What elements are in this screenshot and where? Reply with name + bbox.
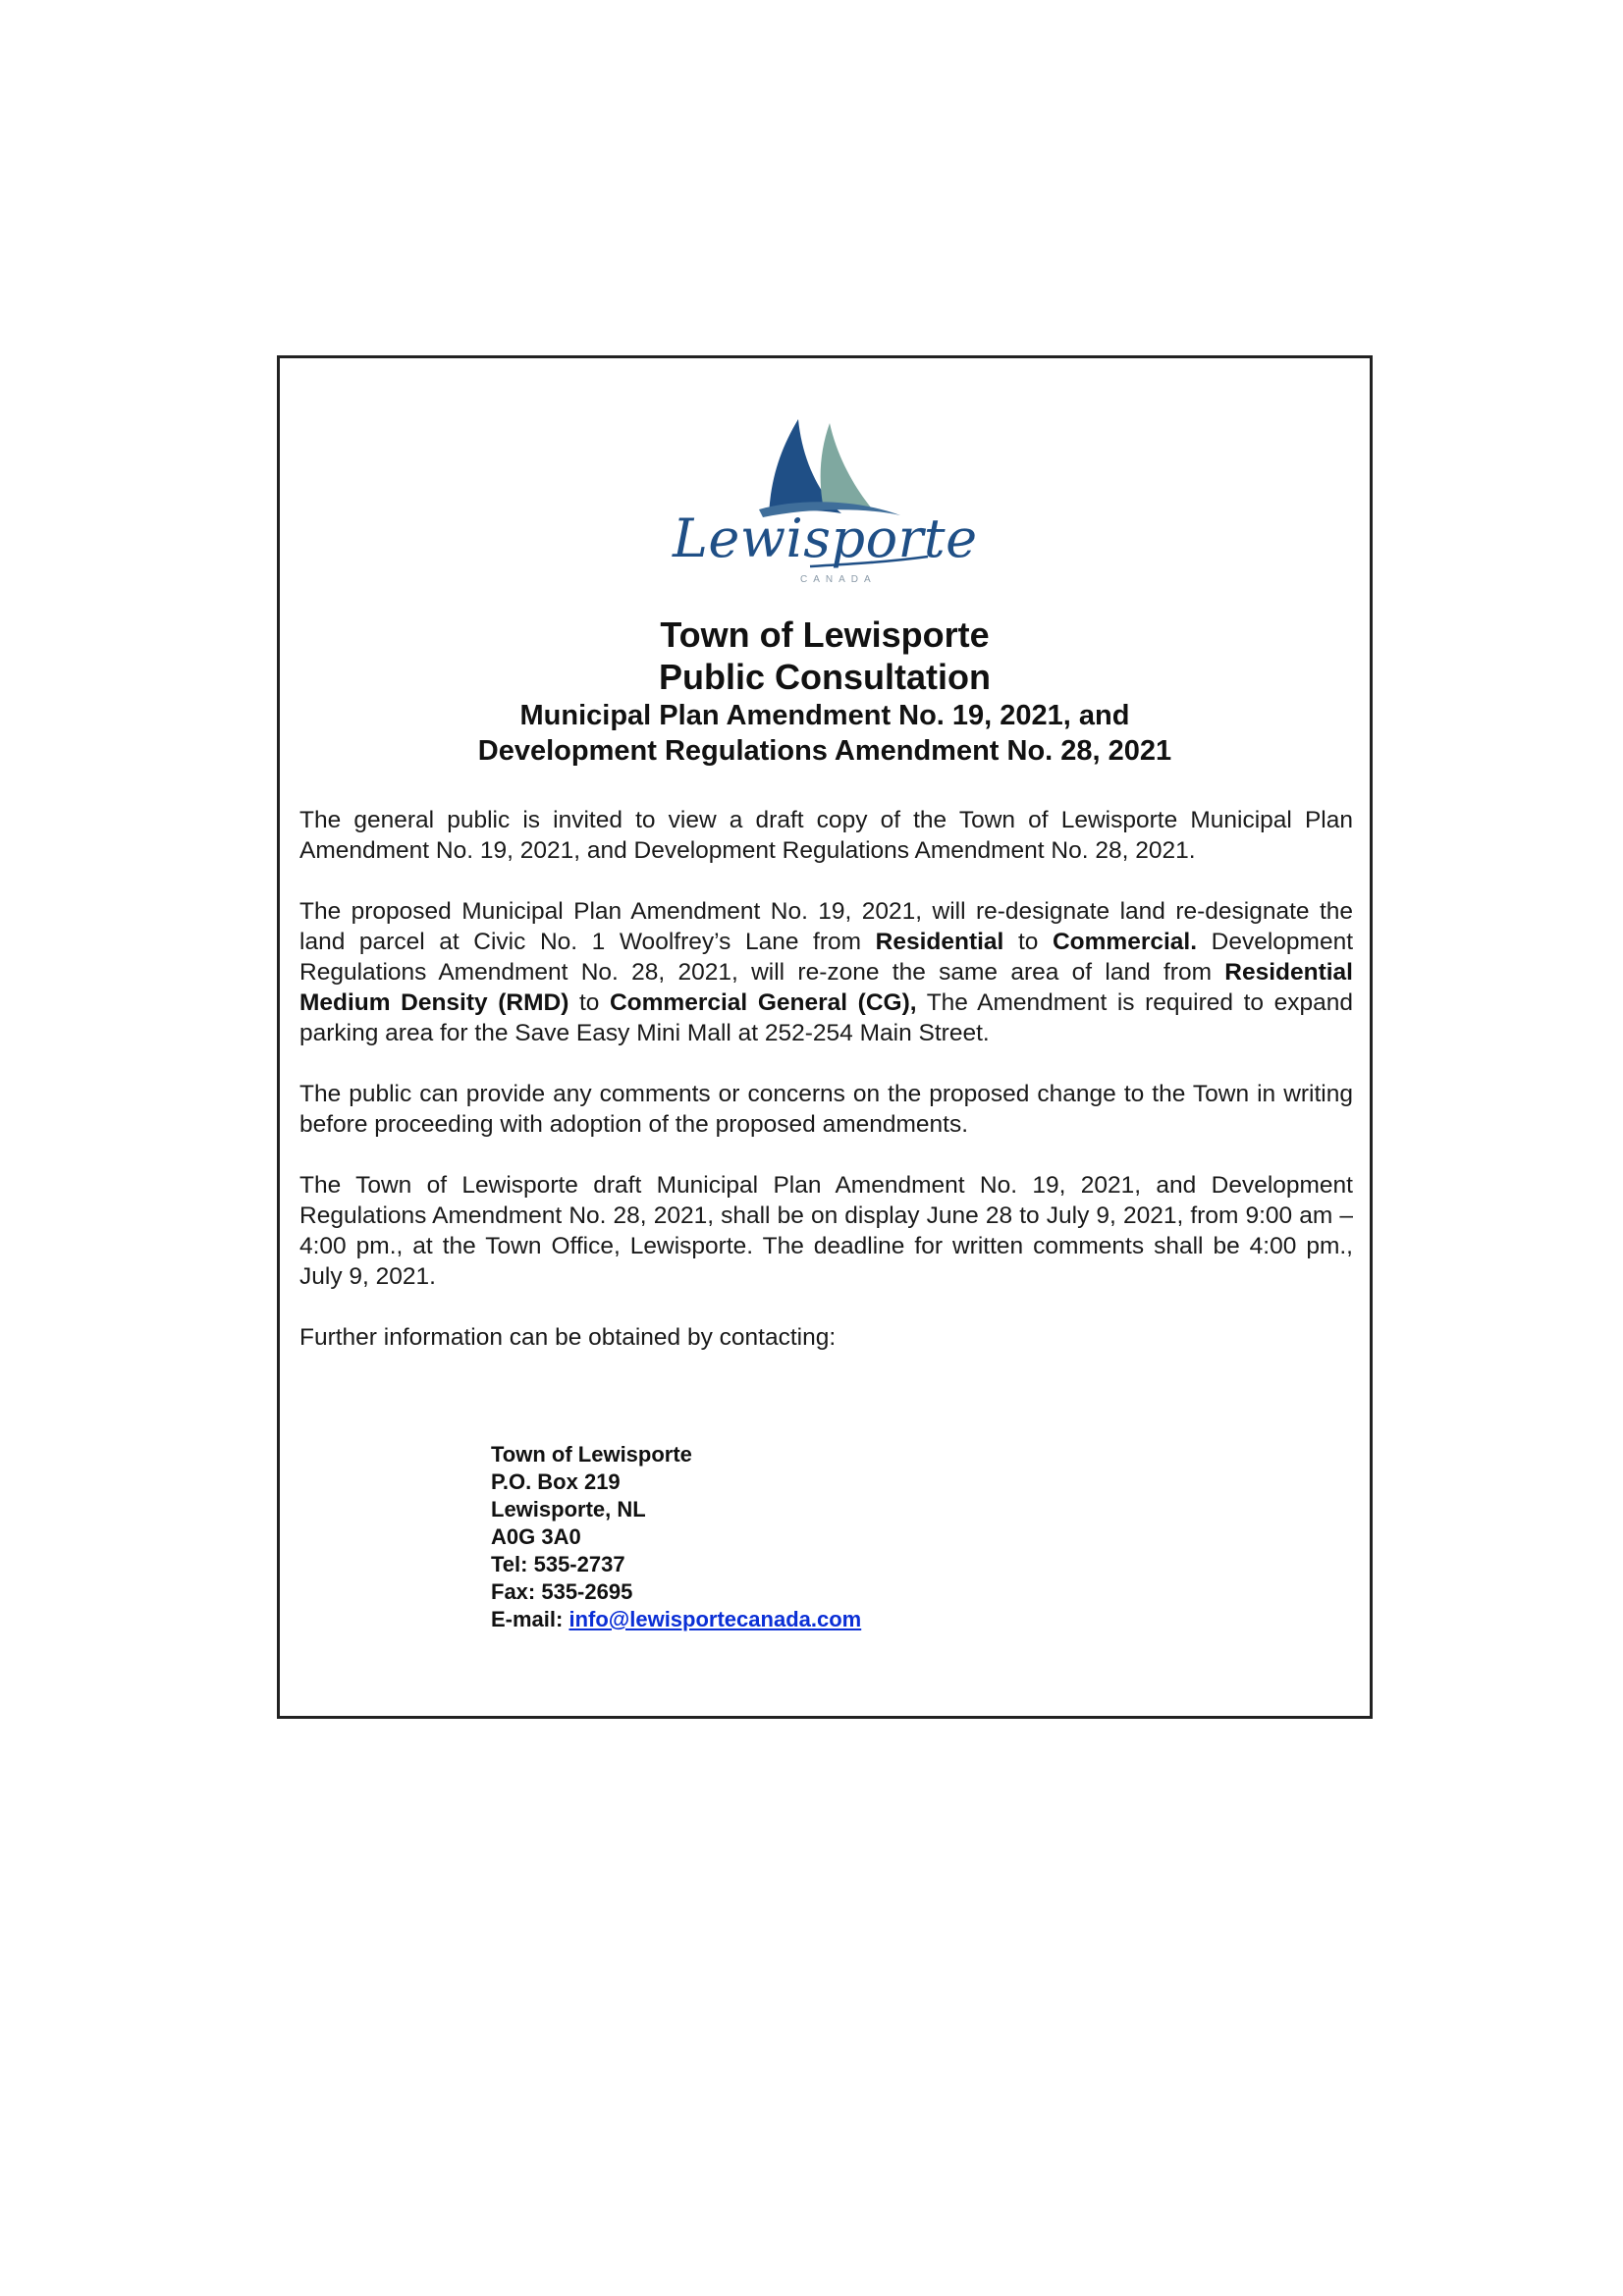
contact-name: Town of Lewisporte	[491, 1442, 692, 1467]
notice-title-line2: Public Consultation	[659, 657, 991, 697]
logo-wordmark: Lewisporte	[673, 507, 978, 569]
contact-email-link[interactable]: info@lewisportecanada.com	[568, 1607, 862, 1631]
contact-po-box: P.O. Box 219	[491, 1469, 621, 1494]
logo-subtext: CANADA	[800, 574, 877, 585]
further-info-paragraph: Further information can be obtained by contacting:	[299, 1324, 837, 1351]
p2-bold-rmd: Residential Medium Density (RMD)	[299, 959, 1353, 1016]
contact-city: Lewisporte, NL	[491, 1497, 646, 1522]
notice-subtitle-line1: Municipal Plan Amendment No. 19, 2021, and	[519, 700, 1130, 731]
contact-email-row	[491, 1606, 861, 1633]
notice-headings	[280, 614, 1370, 769]
intro-paragraph: The general public is invited to view a draft copy of the Town of Lewisporte Municipal Plan Amendment No. 19, 2021, and Development Regulations Amendment No. 28, 2021.	[299, 807, 1353, 864]
p2-text-4: to	[568, 989, 610, 1016]
contact-postal: A0G 3A0	[491, 1524, 581, 1549]
notice-box	[277, 355, 1373, 1719]
comments-paragraph: The public can provide any comments or concerns on the proposed change to the Town in writing before proceeding with adoption of the proposed amendments.	[299, 1081, 1353, 1138]
amendment-description-paragraph	[299, 896, 1353, 1048]
p2-bold-cg: Commercial General (CG),	[609, 989, 917, 1016]
p2-text-1: The proposed Municipal Plan Amendment No. 19, 2021, will re-designate land re-designate the land parcel at Civic No. 1 Woolfrey’s Lane from	[299, 898, 1353, 955]
contact-email-label: E-mail:	[491, 1607, 569, 1631]
display-schedule-paragraph: The Town of Lewisporte draft Municipal Plan Amendment No. 19, 2021, and Development Regulations Amendment No. 28, 2021, shall be on display June 28 to July 9, 2021, from 9:00 am – 4:00 pm., at the Town Office, Lewisporte. The deadline for written comments shall be 4:00 pm., July 9, 2021.	[299, 1172, 1353, 1290]
notice-title-line1: Town of Lewisporte	[660, 614, 990, 655]
notice-body	[299, 805, 1353, 1383]
contact-block	[491, 1441, 861, 1633]
notice-subtitle-line2: Development Regulations Amendment No. 28, 2021	[477, 735, 1172, 767]
p2-bold-residential: Residential	[875, 929, 1004, 955]
p2-text-3: Development Regulations Amendment No. 28, 2021, will re-zone the same area of land from	[299, 929, 1353, 986]
contact-tel: Tel: 535-2737	[491, 1552, 625, 1576]
town-logo	[673, 400, 978, 596]
p2-bold-commercial: Commercial.	[1052, 929, 1198, 955]
contact-fax: Fax: 535-2695	[491, 1579, 633, 1604]
p2-text-5: The Amendment is required to expand parking area for the Save Easy Mini Mall at 252-254 Main Street.	[299, 989, 1354, 1046]
p2-text-2: to	[1003, 929, 1053, 955]
